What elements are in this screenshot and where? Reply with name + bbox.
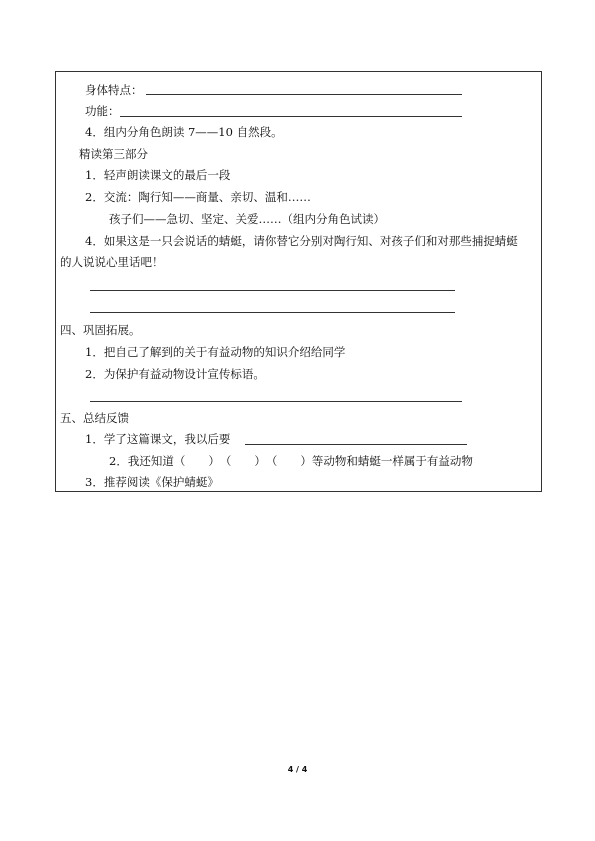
section-four-heading: 四、巩固拓展。 [60,323,141,337]
children-line: 孩子们——急切、坚定、关爱……（组内分角色试读） [109,212,385,226]
page-number: 4 / 4 [287,765,308,774]
function-label: 功能： [85,104,120,118]
exchange-item: 2．交流：陶行知——商量、亲切、温和…… [85,190,311,204]
section-four-item-1: 1．把自己了解到的关于有益动物的知识介绍给同学 [85,345,346,359]
section-five-heading: 五、总结反馈 [60,411,129,425]
role-read-item: 4．组内分角色朗读 7——10 自然段。 [85,125,283,139]
section-four-item-2: 2．为保护有益动物设计宣传标语。 [85,367,265,381]
section-five-item-1: 1．学了这篇课文，我以后要 [85,432,231,446]
resolution-blank [245,444,467,445]
dragonfly-prompt-line-2: 的人说说心里话吧！ [60,255,164,269]
intensive-read-heading: 精读第三部分 [79,147,148,161]
function-blank [120,116,462,117]
body-features-label: 身体特点： [85,83,143,97]
dragonfly-prompt-line-1: 4．如果这是一只会说话的蜻蜓，请你替它分别对陶行知、对孩子们和对那些捕捉蜻蜓 [85,234,518,248]
body-features-blank [146,94,462,95]
section-five-item-3: 3．推荐阅读《保护蜻蜓》 [85,475,219,489]
section-five-item-2: 2．我还知道（ ） （ ） （ ）等动物和蜻蜓一样属于有益动物 [109,454,473,468]
slogan-blank [90,401,462,402]
soft-read-item: 1．轻声朗读课文的最后一段 [85,168,231,182]
answer-line-1 [90,290,455,291]
answer-line-2 [90,312,455,313]
